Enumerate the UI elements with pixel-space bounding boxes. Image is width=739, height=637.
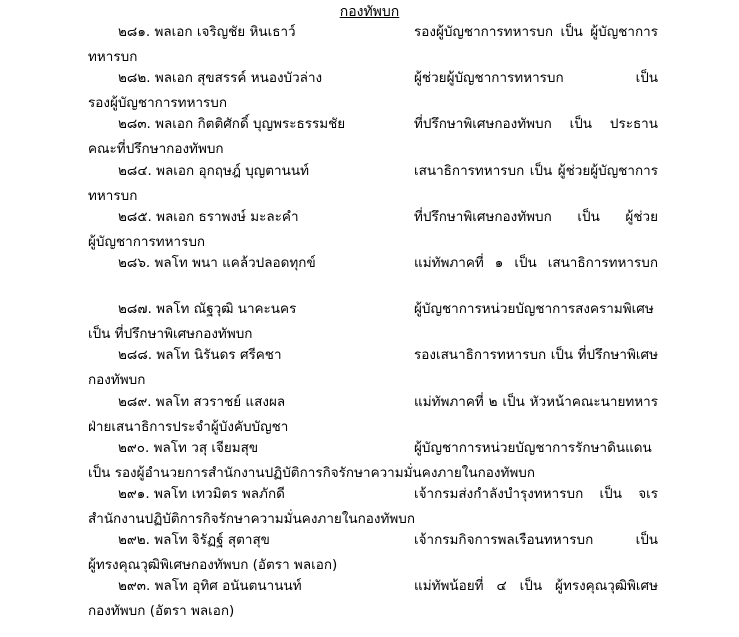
entry-number: ๒๘๘. [118, 347, 153, 364]
appointment-entry [0, 22, 739, 68]
entry-position-line-1: เจ้ากรมส่งกำลังบำรุงทหารบก เป็น จเร [414, 486, 658, 502]
appointment-entry [0, 207, 739, 253]
entry-position-line-2: สำนักงานปฏิบัติการกิจรักษาความมั่นคงภายในกองทัพบก [88, 511, 416, 527]
entry-number-and-name [118, 530, 270, 550]
entry-position-line-1: แม่ทัพน้อยที่ ๔ เป็น ผู้ทรงคุณวุฒิพิเศษ [414, 578, 658, 595]
entry-number: ๒๘๒. [118, 70, 151, 87]
entry-number-and-name [118, 576, 302, 596]
entry-number: ๒๘๓. [118, 116, 151, 133]
entry-position-line-1: ที่ปรึกษาพิเศษกองทัพบก เป็น ผู้ช่วย [414, 208, 658, 225]
entry-number: ๒๘๖. [118, 255, 151, 271]
appointment-entry [0, 345, 739, 391]
entry-number: ๒๙๑. [118, 486, 150, 502]
appointment-entry [0, 530, 739, 576]
entry-number-and-name [118, 438, 258, 458]
entry-number: ๒๙๓. [118, 578, 151, 595]
entry-number-and-name [118, 484, 285, 504]
appointment-entry [0, 438, 739, 484]
appointment-entry [0, 161, 739, 207]
appointment-entry [0, 68, 739, 114]
appointment-entry [0, 299, 739, 345]
appointment-entry [0, 392, 739, 438]
entry-position-line-1: แม่ทัพภาคที่ ๑ เป็น เสนาธิการทหารบก [414, 255, 658, 271]
entry-position-line-2: ทหารบก [88, 49, 138, 65]
entry-number-and-name [118, 68, 322, 88]
entry-position-line-2: กองทัพบก (อัตรา พลเอก) [88, 603, 235, 620]
entry-number: ๒๘๗. [118, 301, 152, 318]
entry-position-line-2: รองผู้บัญชาการทหารบก [88, 95, 228, 112]
entry-number-and-name [118, 22, 296, 42]
entry-position-line-1: ผู้ช่วยผู้บัญชาการทหารบก เป็น [414, 70, 658, 87]
appointment-entry [0, 576, 739, 622]
entry-position-line-1: รองเสนาธิการทหารบก เป็น ที่ปรึกษาพิเศษ [414, 347, 658, 364]
entry-position-line-2: ผู้ทรงคุณวุฒิพิเศษกองทัพบก (อัตรา พลเอก) [88, 557, 338, 574]
entry-person-name: พลโท นิรันดร ศรีคชา [156, 347, 282, 364]
entry-person-name: พลเอก กิตติศักดิ์ บุญพระธรรมชัย [155, 116, 346, 133]
entry-position-line-2: ฝ่ายเสนาธิการประจำผู้บังคับบัญชา [88, 418, 289, 435]
section-heading: กองทัพบก [339, 4, 400, 20]
entry-number: ๒๙๐. [118, 439, 150, 456]
appointment-entry [0, 114, 739, 160]
entry-person-name: พลโท สวราชย์ แสงผล [155, 393, 286, 410]
entry-person-name: พลโท วสุ เจียมสุข [153, 439, 259, 456]
entry-position-line-1: เจ้ากรมกิจการพลเรือนทหารบก เป็น [414, 532, 658, 549]
entry-person-name: พลโท พนา แคล้วปลอดทุกข์ [154, 255, 316, 271]
appointment-entry [0, 253, 739, 299]
entry-position-line-1: ผู้บัญชาการหน่วยบัญชาการสงครามพิเศษ [414, 301, 654, 318]
entry-position-line-2: เป็น รองผู้อำนวยการสำนักงานปฏิบัติการกิจรักษาความมั่นคงภายในกองทัพบก [88, 464, 536, 481]
entry-number-and-name [118, 253, 316, 273]
entry-position-line-2: ผู้บัญชาการทหารบก [88, 233, 206, 250]
entry-number-and-name [118, 161, 309, 181]
entry-position-line-1: แม่ทัพภาคที่ ๒ เป็น หัวหน้าคณะนายทหาร [414, 393, 658, 410]
entry-number-and-name [118, 207, 299, 227]
entry-person-name: พลโท จิรัฏฐ์ สุตาสุข [154, 532, 270, 549]
entry-number-and-name [118, 345, 282, 365]
entry-position-line-1: ที่ปรึกษาพิเศษกองทัพบก เป็น ประธาน [414, 116, 658, 133]
entry-position-line-2: กองทัพบก [88, 372, 146, 389]
entry-position-line-2: คณะที่ปรึกษากองทัพบก [88, 141, 224, 158]
entry-number: ๒๘๕. [118, 208, 152, 225]
entry-position-line-2: เป็น ที่ปรึกษาพิเศษกองทัพบก [88, 326, 253, 343]
entry-person-name: พลเอก อุกฤษฎ์ บุญตานนท์ [156, 162, 309, 179]
entry-position-line-1: รองผู้บัญชาการทหารบก เป็น ผู้บัญชาการ [414, 24, 658, 40]
entry-position-line-2: ทหารบก [88, 187, 138, 204]
appointment-entry [0, 484, 739, 530]
entry-person-name: พลโท อุทิศ อนันตนานนท์ [154, 578, 302, 595]
entry-number-and-name [118, 392, 285, 412]
entry-number: ๒๘๙. [118, 393, 152, 410]
entry-number: ๒๘๔. [118, 162, 152, 179]
entry-person-name: พลโท ณัฐวุฒิ นาคะนคร [156, 301, 297, 318]
entry-position-line-1: เสนาธิการทหารบก เป็น ผู้ช่วยผู้บัญชาการ [414, 162, 658, 179]
entry-person-name: พลโท เทวมิตร พลภักดี [153, 486, 285, 502]
entry-person-name: พลเอก ธราพงษ์ มะละคำ [156, 208, 299, 225]
entry-number-and-name [118, 299, 296, 319]
entry-number: ๒๙๒. [118, 532, 150, 549]
entry-person-name: พลเอก เจริญชัย หินเธาว์ [154, 24, 296, 40]
entry-position-line-1: ผู้บัญชาการหน่วยบัญชาการรักษาดินแดน [414, 439, 652, 456]
entry-number: ๒๘๑. [118, 24, 151, 40]
entry-person-name: พลเอก สุขสรรค์ หนองบัวล่าง [154, 70, 323, 87]
entry-number-and-name [118, 114, 345, 134]
